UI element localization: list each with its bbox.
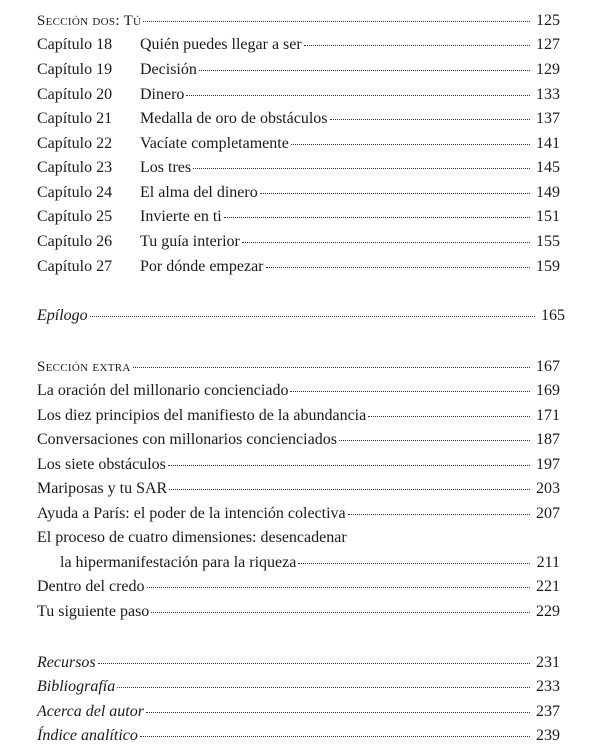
- toc-backmatter-row[interactable]: [37, 676, 560, 698]
- toc-chapter-title: Decisión: [140, 61, 197, 78]
- toc-leader-dots: [168, 465, 530, 466]
- toc-entry-row[interactable]: [37, 380, 560, 402]
- toc-page-number: 211: [536, 554, 560, 571]
- toc-chapter-title: Vacíate completamente: [140, 135, 289, 152]
- toc-leader-dots: [140, 736, 530, 737]
- toc-page-number: 133: [536, 86, 560, 103]
- toc-section-heading[interactable]: [37, 10, 560, 32]
- toc-page-number: 155: [536, 233, 560, 250]
- toc-chapter-number: Capítulo 20: [37, 86, 113, 103]
- toc-chapter-title: Quién puedes llegar a ser: [140, 36, 302, 53]
- toc-leader-dots: [304, 45, 530, 46]
- toc-leader-dots: [199, 70, 530, 71]
- toc-chapter-number: Capítulo 22: [37, 135, 113, 152]
- toc-page-number: 229: [536, 603, 560, 620]
- toc-chapter-title: Por dónde empezar: [140, 258, 264, 275]
- toc-entry-row[interactable]: [37, 601, 560, 623]
- toc-page-number: 165: [541, 307, 565, 324]
- toc-leader-dots: [348, 514, 530, 515]
- toc-chapter-row[interactable]: [37, 206, 560, 228]
- toc-page-number: 231: [536, 654, 560, 671]
- toc-entry-title: La oración del millonario concienciado: [37, 382, 289, 399]
- toc-leader-dots: [98, 663, 530, 664]
- toc-section-title: Sección extra: [37, 359, 131, 375]
- toc-entry-row-line1[interactable]: [37, 527, 560, 549]
- toc-page-number: 221: [536, 578, 560, 595]
- toc-entry-row[interactable]: [37, 429, 560, 451]
- toc-chapter-row[interactable]: [37, 84, 560, 106]
- toc-page-number: 187: [536, 431, 560, 448]
- toc-leader-dots: [143, 21, 530, 22]
- toc-section-title: Sección dos: Tú: [37, 13, 142, 29]
- toc-chapter-number: Capítulo 19: [37, 61, 113, 78]
- toc-chapter-number: Capítulo 21: [37, 110, 113, 127]
- toc-entry-title-continued: la hipermanifestación para la riqueza: [60, 554, 297, 571]
- toc-chapter-row[interactable]: [37, 182, 560, 204]
- toc-backmatter-title: Recursos: [37, 654, 96, 671]
- toc-leader-dots: [339, 440, 530, 441]
- toc-leader-dots: [117, 687, 530, 688]
- toc-chapter-title: Dinero: [140, 86, 185, 103]
- toc-entry-title: Mariposas y tu SAR: [37, 480, 168, 497]
- toc-chapter-title: El alma del dinero: [140, 184, 258, 201]
- toc-entry-row[interactable]: [37, 405, 560, 427]
- toc-chapter-number: Capítulo 25: [37, 208, 113, 225]
- toc-page-number: 159: [536, 258, 560, 275]
- toc-page-number: 151: [536, 208, 560, 225]
- toc-leader-dots: [90, 316, 535, 317]
- toc-page-number: 197: [536, 456, 560, 473]
- toc-page-number: 141: [536, 135, 560, 152]
- toc-backmatter-row[interactable]: [37, 725, 560, 747]
- toc-leader-dots: [146, 712, 530, 713]
- toc-chapter-row[interactable]: [37, 108, 560, 130]
- toc-page-number: 239: [536, 727, 560, 744]
- toc-leader-dots: [242, 242, 530, 243]
- toc-chapter-row[interactable]: [37, 34, 560, 56]
- toc-leader-dots: [260, 193, 530, 194]
- toc-backmatter-title: Bibliografía: [37, 678, 116, 695]
- toc-leader-dots: [298, 563, 530, 564]
- toc-chapter-number: Capítulo 27: [37, 258, 113, 275]
- toc-chapter-number: Capítulo 18: [37, 36, 113, 53]
- toc-backmatter-row[interactable]: [37, 701, 560, 723]
- toc-entry-title: El proceso de cuatro dimensiones: desencadenar: [37, 529, 347, 546]
- toc-page-number: 149: [536, 184, 560, 201]
- toc-chapter-row[interactable]: [37, 231, 560, 253]
- toc-leader-dots: [186, 95, 530, 96]
- toc-leader-dots: [330, 119, 531, 120]
- toc-backmatter-row[interactable]: [37, 652, 560, 674]
- toc-entry-title: Los siete obstáculos: [37, 456, 166, 473]
- toc-entry-row[interactable]: [37, 576, 560, 598]
- toc-page-number: 125: [536, 12, 560, 29]
- toc-leader-dots: [147, 587, 530, 588]
- toc-leader-dots: [290, 391, 530, 392]
- toc-leader-dots: [169, 489, 530, 490]
- toc-page-number: 237: [536, 703, 560, 720]
- toc-page-number: 127: [536, 36, 560, 53]
- toc-backmatter-title: Acerca del autor: [37, 703, 144, 720]
- toc-chapter-row[interactable]: [37, 256, 560, 278]
- toc-entry-row[interactable]: [37, 478, 560, 500]
- toc-page-number: 169: [536, 382, 560, 399]
- toc-leader-dots: [368, 416, 530, 417]
- toc-entry-title: Los diez principios del manifiesto de la abundancia: [37, 407, 367, 424]
- toc-chapter-number: Capítulo 24: [37, 184, 113, 201]
- toc-leader-dots: [266, 267, 530, 268]
- toc-epilogue-title: Epílogo: [37, 307, 88, 324]
- toc-entry-title: Ayuda a París: el poder de la intención colectiva: [37, 505, 346, 522]
- toc-chapter-row[interactable]: [37, 133, 560, 155]
- toc-entry-row[interactable]: [37, 454, 560, 476]
- toc-chapter-title: Los tres: [140, 159, 192, 176]
- toc-chapter-number: Capítulo 26: [37, 233, 113, 250]
- toc-chapter-title: Tu guía interior: [140, 233, 240, 250]
- toc-entry-row[interactable]: [37, 503, 560, 525]
- toc-epilogue-row[interactable]: [37, 305, 565, 327]
- toc-leader-dots: [291, 144, 530, 145]
- toc-page-number: 203: [536, 480, 560, 497]
- toc-chapter-row[interactable]: [37, 157, 560, 179]
- toc-entry-title: Dentro del credo: [37, 578, 145, 595]
- toc-page-number: 137: [536, 110, 560, 127]
- toc-chapter-row[interactable]: [37, 59, 560, 81]
- toc-entry-row-line2[interactable]: [60, 552, 560, 574]
- toc-chapter-title: Medalla de oro de obstáculos: [140, 110, 328, 127]
- toc-page-number: 129: [536, 61, 560, 78]
- toc-chapter-number: Capítulo 23: [37, 159, 113, 176]
- toc-page-number: 171: [536, 407, 560, 424]
- toc-page-number: 167: [536, 358, 560, 375]
- toc-page-number: 233: [536, 678, 560, 695]
- toc-chapter-title: Invierte en ti: [140, 208, 222, 225]
- toc-entry-title: Tu siguiente paso: [37, 603, 150, 620]
- toc-entry-title: Conversaciones con millonarios concienciados: [37, 431, 337, 448]
- toc-leader-dots: [193, 168, 530, 169]
- toc-page-number: 207: [536, 505, 560, 522]
- toc-leader-dots: [151, 612, 530, 613]
- toc-section-heading[interactable]: [37, 356, 560, 378]
- toc-leader-dots: [133, 367, 530, 368]
- toc-backmatter-title: Índice analítico: [37, 727, 138, 744]
- toc-page-number: 145: [536, 159, 560, 176]
- toc-leader-dots: [224, 217, 530, 218]
